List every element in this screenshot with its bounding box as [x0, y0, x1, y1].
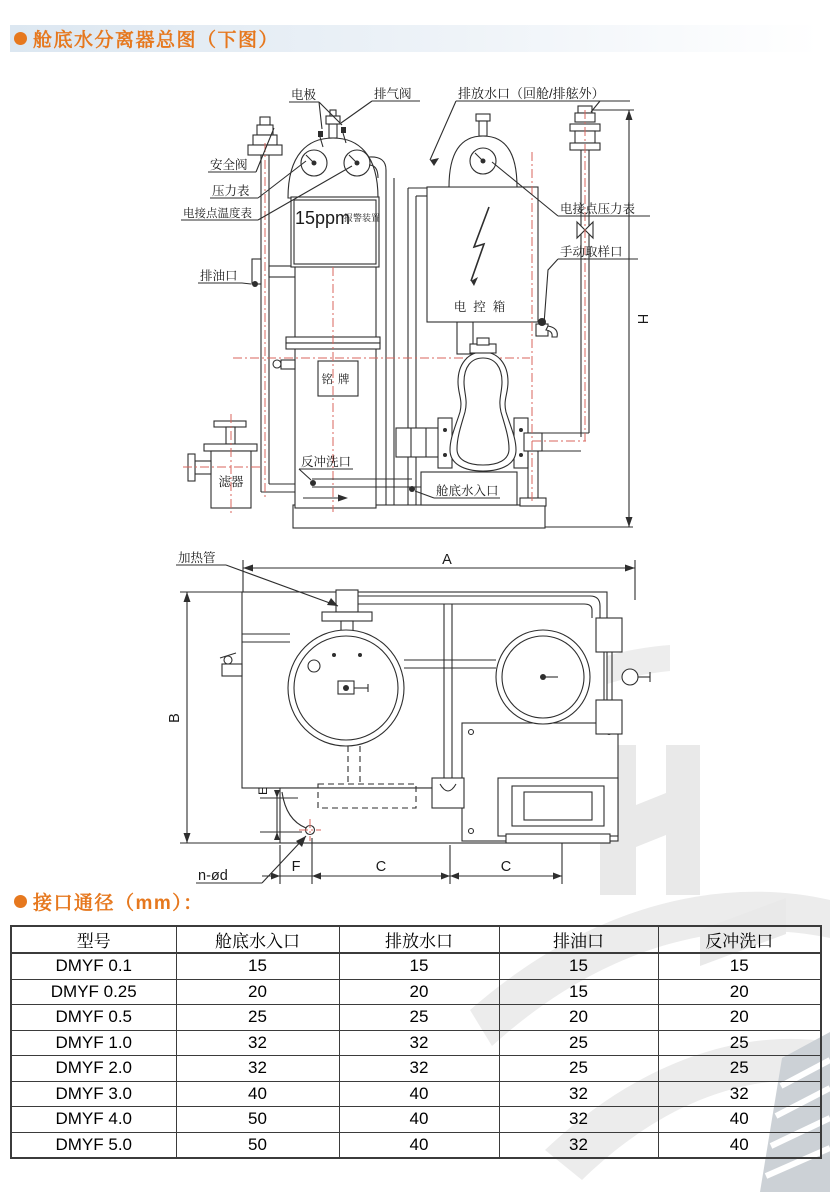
cell-value: 20	[658, 1005, 821, 1031]
cell-value: 25	[499, 1056, 658, 1082]
table-row	[11, 1081, 821, 1107]
label-control-box: 电控箱	[453, 300, 513, 314]
section-title-ports: 接口通径（mm）：	[33, 893, 204, 914]
cell-value: 25	[658, 1056, 821, 1082]
cell-value: 50	[176, 1107, 339, 1133]
cell-model: DMYF 0.1	[11, 953, 176, 979]
table-row	[11, 979, 821, 1005]
cell-value: 25	[499, 1030, 658, 1056]
cell-value: 32	[499, 1107, 658, 1133]
section-title-diagram: 舱底水分离器总图（下图）	[33, 30, 280, 51]
cell-value: 25	[176, 1005, 339, 1031]
cell-value: 15	[176, 953, 339, 979]
label-contact-thermometer: 电接点温度表	[183, 208, 252, 220]
cell-value: 40	[176, 1081, 339, 1107]
table-header-row	[11, 926, 821, 953]
cell-value: 20	[658, 979, 821, 1005]
cell-model: DMYF 5.0	[11, 1132, 176, 1158]
bullet-icon	[14, 895, 27, 908]
cell-value: 15	[339, 953, 499, 979]
col-header-discharge: 排放水口	[339, 926, 499, 953]
cell-value: 32	[499, 1081, 658, 1107]
motor-block	[498, 778, 618, 843]
label-filter: 滤器	[218, 475, 244, 489]
table-row	[11, 1005, 821, 1031]
dim-b: B	[167, 713, 183, 723]
cell-value: 20	[499, 1005, 658, 1031]
control-box	[427, 114, 538, 322]
table-row	[11, 1107, 821, 1133]
label-heating-pipe: 加热管	[178, 551, 216, 565]
table-row	[11, 1132, 821, 1158]
label-nameplate: 铭牌	[321, 374, 355, 386]
cell-model: DMYF 1.0	[11, 1030, 176, 1056]
cell-value: 20	[176, 979, 339, 1005]
label-15ppm: 15ppm	[295, 208, 351, 228]
label-electrode: 电极	[291, 88, 317, 102]
cell-value: 32	[339, 1056, 499, 1082]
label-vent-valve: 排气阀	[374, 87, 412, 101]
cell-model: DMYF 0.25	[11, 979, 176, 1005]
port-diameter-table	[10, 925, 820, 1159]
cell-value: 15	[499, 953, 658, 979]
cell-value: 25	[339, 1005, 499, 1031]
table-row	[11, 1030, 821, 1056]
table-row	[11, 1056, 821, 1082]
cell-value: 15	[658, 953, 821, 979]
label-bolt-holes: n-ød	[198, 868, 228, 884]
label-discharge-outlet: 排放水口（回舱/排舷外）	[458, 86, 605, 101]
cell-value: 40	[658, 1107, 821, 1133]
filter-vessel	[183, 414, 262, 516]
label-bilge-water-inlet: 舱底水入口	[436, 484, 499, 498]
label-oil-drain-port: 排油口	[200, 269, 238, 283]
cell-value: 40	[658, 1132, 821, 1158]
cell-value: 50	[176, 1132, 339, 1158]
separator-front-view-diagram	[0, 55, 830, 540]
dim-e: E	[256, 786, 270, 796]
dim-c2: C	[500, 859, 512, 875]
discharge-pipe	[520, 106, 600, 506]
dim-a: A	[442, 552, 452, 568]
dim-c1: C	[375, 859, 387, 875]
cell-value: 15	[499, 979, 658, 1005]
table-row	[11, 953, 821, 979]
col-header-model: 型号	[11, 926, 176, 953]
cell-value: 32	[499, 1132, 658, 1158]
dim-h: H	[634, 313, 650, 325]
section-header-diagram	[10, 25, 820, 52]
section-header-ports	[10, 888, 820, 915]
label-safety-valve: 安全阀	[210, 158, 248, 172]
cell-value: 32	[176, 1056, 339, 1082]
dimension-h	[593, 110, 650, 527]
cell-model: DMYF 2.0	[11, 1056, 176, 1082]
dimension-fcc	[262, 838, 562, 884]
cell-value: 32	[339, 1030, 499, 1056]
cell-value: 32	[176, 1030, 339, 1056]
label-manual-sampling-port: 手动取样口	[560, 245, 623, 259]
separator-tank	[273, 110, 380, 512]
separator-plan-view-diagram	[0, 545, 830, 890]
label-contact-pressure-gauge: 电接点压力表	[560, 202, 636, 216]
cell-value: 20	[339, 979, 499, 1005]
cell-model: DMYF 4.0	[11, 1107, 176, 1133]
label-backflush-port: 反冲洗口	[301, 455, 352, 469]
cell-value: 40	[339, 1132, 499, 1158]
cell-value: 40	[339, 1081, 499, 1107]
cell-value: 25	[658, 1030, 821, 1056]
bullet-icon	[14, 32, 27, 45]
dim-f: F	[291, 859, 301, 875]
label-pressure-gauge: 压力表	[212, 184, 250, 198]
cell-value: 40	[339, 1107, 499, 1133]
label-15ppm-sub: 报警装置	[344, 213, 381, 223]
cell-model: DMYF 0.5	[11, 1005, 176, 1031]
cell-value: 32	[658, 1081, 821, 1107]
col-header-oil-drain: 排油口	[499, 926, 658, 953]
col-header-backflush: 反冲洗口	[658, 926, 821, 953]
col-header-bilge-inlet: 舱底水入口	[176, 926, 339, 953]
cell-model: DMYF 3.0	[11, 1081, 176, 1107]
